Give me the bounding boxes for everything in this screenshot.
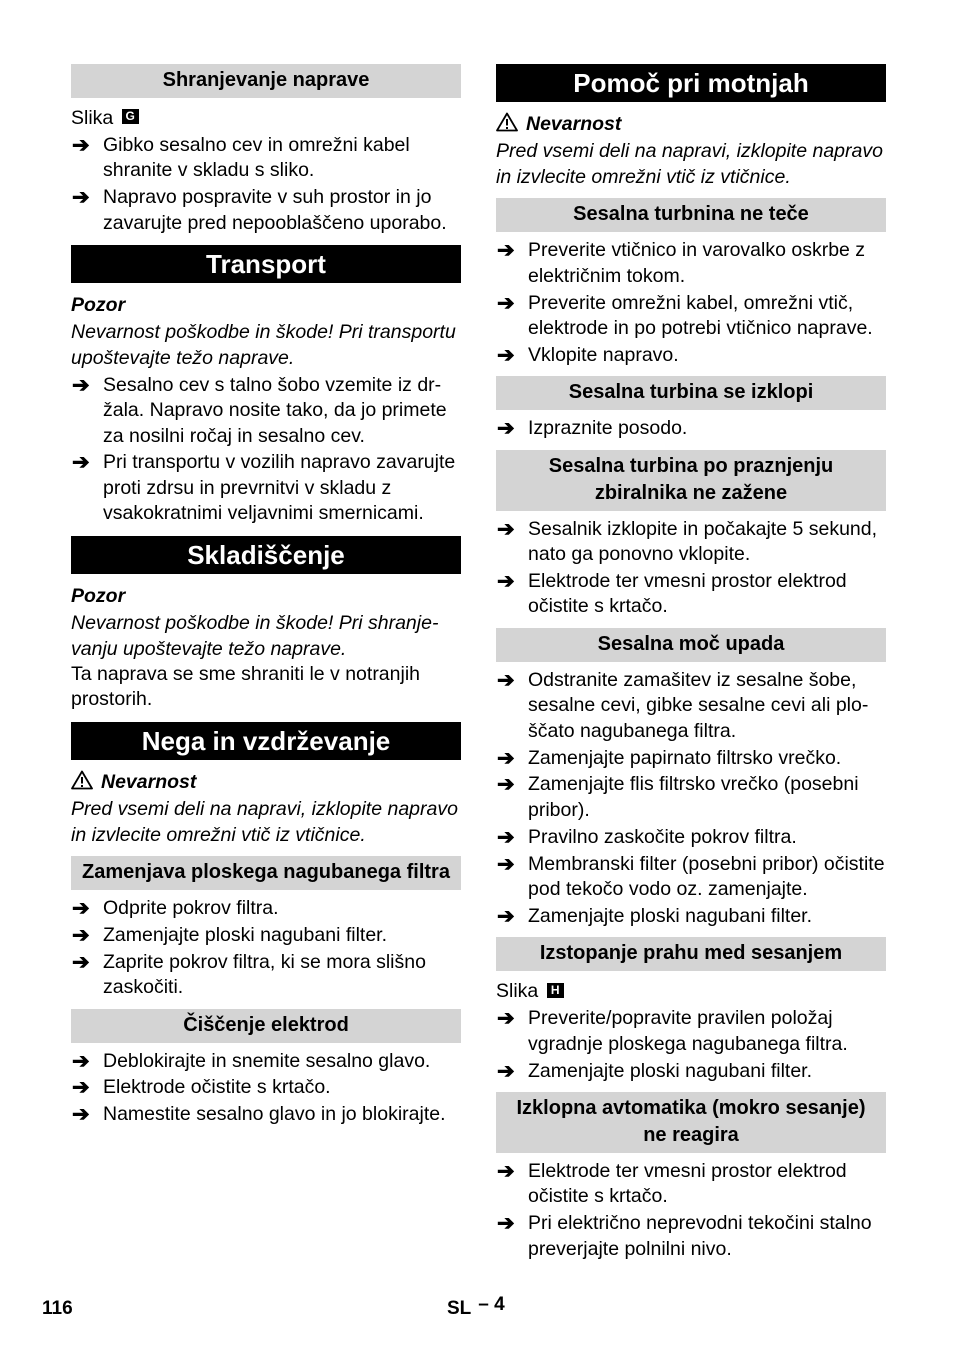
list-item xyxy=(496,772,886,823)
list-item xyxy=(496,569,886,620)
list-item-text: Namestite sesalno glavo in jo blokirajte. xyxy=(103,1103,446,1126)
arrow-right-icon: ➔ xyxy=(72,1076,90,1100)
filter-heading: Zamenjava ploskega nagubanega filtra xyxy=(71,856,461,890)
list-item xyxy=(496,238,886,289)
list-item xyxy=(496,517,886,568)
s5-list xyxy=(496,1006,886,1084)
storage-figure-ref: Slika G xyxy=(71,106,461,131)
list-item xyxy=(71,450,461,526)
list-item xyxy=(496,1159,886,1210)
arrow-right-icon: ➔ xyxy=(72,451,90,475)
list-item-text: Odprite pokrov filtra. xyxy=(103,896,279,919)
arrow-right-icon: ➔ xyxy=(72,373,90,397)
list-item-text: Zamenjajte ploski nagubani filter. xyxy=(103,923,387,946)
list-item xyxy=(496,668,886,744)
s4-list xyxy=(496,668,886,930)
list-item-text: Zamenjajte papirnato filtrsko vrečko. xyxy=(528,746,842,769)
list-item xyxy=(71,373,461,449)
list-item-text: Preverite/popravite pravilen položaj vgradnje ploskega nagubanega filtra. xyxy=(528,1007,848,1055)
list-item xyxy=(496,1006,886,1057)
arrow-right-icon: ➔ xyxy=(497,746,515,770)
transport-caution-label: Pozor xyxy=(71,294,126,317)
footer-lang: SL – 4 xyxy=(447,1294,505,1319)
arrow-right-icon: ➔ xyxy=(497,417,515,441)
nega-heading: Nega in vzdrževanje xyxy=(71,722,461,760)
s3-heading: Sesalna turbina po praznjenju zbiralnika ne zažene xyxy=(496,450,886,511)
list-item xyxy=(496,746,886,771)
s2-list xyxy=(496,416,886,441)
arrow-right-icon: ➔ xyxy=(497,825,515,849)
list-item-text: Preverite vtičnico in varovalko oskrbe z električnim tokom. xyxy=(528,239,866,287)
list-item-text: Elektrode ter vmesni prostor elektrod očistite s krtačo. xyxy=(528,569,847,618)
list-item xyxy=(496,852,886,903)
arrow-right-icon: ➔ xyxy=(497,291,515,315)
right-column xyxy=(496,64,886,1262)
arrow-right-icon: ➔ xyxy=(497,1059,515,1083)
arrow-right-icon: ➔ xyxy=(72,133,90,157)
troubleshooting-danger-label: Nevarnost xyxy=(496,112,886,137)
list-item-text: Vklopite napravo. xyxy=(528,343,679,366)
transport-list xyxy=(71,373,461,527)
arrow-right-icon: ➔ xyxy=(72,186,90,210)
electrode-heading: Čiščenje elektrod xyxy=(71,1009,461,1043)
electrode-list xyxy=(71,1049,461,1128)
s5-heading: Izstopanje prahu med sesanjem xyxy=(496,937,886,971)
list-item-text: Sesalno cev s talno šobo vzemite iz držala. Napravo nosite tako, da jo primete za nosilni ročaj in sesalno cev. xyxy=(103,373,447,447)
s6-list xyxy=(496,1159,886,1262)
nega-danger-text: Pred vsemi deli na napravi, izklopite napravo in izvlecite omrežni vtič iz vtičnice. xyxy=(71,798,458,846)
s6-heading: Izklopna avtomatika (mokro sesanje) ne reagira xyxy=(496,1092,886,1153)
arrow-right-icon: ➔ xyxy=(497,1159,515,1183)
storage-heading: Shranjevanje naprave xyxy=(71,64,461,98)
figure-h-badge: H xyxy=(547,983,564,998)
list-item xyxy=(496,825,886,850)
skladiscenje-heading: Skladiščenje xyxy=(71,536,461,574)
s1-heading: Sesalna turbnina ne teče xyxy=(496,198,886,232)
nega-danger-label: Nevarnost xyxy=(71,770,461,795)
arrow-right-icon: ➔ xyxy=(497,1007,515,1031)
arrow-right-icon: ➔ xyxy=(497,517,515,541)
figure-g-badge: G xyxy=(122,109,139,124)
arrow-right-icon: ➔ xyxy=(72,950,90,974)
list-item-text: Zamenjajte ploski nagubani filter. xyxy=(528,1059,812,1082)
skladiscenje-text: Ta naprava se sme shraniti le v notranjih prostorih. xyxy=(71,662,421,711)
list-item-text: Zamenjajte ploski nagubani filter. xyxy=(528,904,812,927)
s4-heading: Sesalna moč upada xyxy=(496,628,886,662)
storage-list xyxy=(71,133,461,236)
list-item xyxy=(71,185,461,236)
list-item xyxy=(71,1075,461,1100)
warning-triangle-icon xyxy=(496,112,518,132)
arrow-right-icon: ➔ xyxy=(72,896,90,920)
left-column xyxy=(71,64,461,1128)
arrow-right-icon: ➔ xyxy=(497,852,515,876)
arrow-right-icon: ➔ xyxy=(497,773,515,797)
arrow-right-icon: ➔ xyxy=(497,569,515,593)
troubleshooting-danger-text: Pred vsemi deli na napravi, izklopite napravo in izvlecite omrežni vtič iz vtičnice. xyxy=(496,140,883,188)
list-item xyxy=(496,1059,886,1084)
arrow-right-icon: ➔ xyxy=(72,1049,90,1073)
arrow-right-icon: ➔ xyxy=(72,923,90,947)
skladiscenje-caution-text: Nevarnost poškodbe in škode! Pri shranjevanju upoštevajte težo naprave. xyxy=(71,612,439,660)
s2-heading: Sesalna turbina se izklopi xyxy=(496,376,886,410)
list-item xyxy=(496,291,886,342)
list-item-text: Odstranite zamašitev iz sesalne šobe, sesalne cevi, gibke sesalne cevi ali ploščato nagubanega filtra. xyxy=(528,668,869,742)
list-item-text: Elektrode ter vmesni prostor elektrod očistite s krtačo. xyxy=(528,1159,847,1208)
list-item-text: Membranski filter (posebni pribor) očistite pod tekočo vodo oz. zamenjajte. xyxy=(528,852,885,901)
list-item xyxy=(71,133,461,184)
skladiscenje-caution-label: Pozor xyxy=(71,584,126,607)
list-item-text: Sesalnik izklopite in počakajte 5 sekund, nato ga ponovno vklopite. xyxy=(528,517,878,566)
list-item-text: Gibko sesalno cev in omrežni kabel shranite v skladu s sliko. xyxy=(103,133,410,182)
arrow-right-icon: ➔ xyxy=(72,1103,90,1127)
page-number: 116 xyxy=(42,1298,73,1319)
list-item xyxy=(71,950,461,1001)
list-item-text: Deblokirajte in snemite sesalno glavo. xyxy=(103,1049,431,1072)
list-item-text: Pravilno zaskočite pokrov filtra. xyxy=(528,825,797,848)
list-item-text: Preverite omrežni kabel, omrežni vtič, elektrode in po potrebi vtičnico naprave. xyxy=(528,291,873,339)
list-item xyxy=(71,896,461,921)
list-item-text: Napravo pospravite v suh prostor in jo zavarujte pred nepooblaščeno uporabo. xyxy=(103,186,447,234)
filter-list xyxy=(71,896,461,1001)
arrow-right-icon: ➔ xyxy=(497,668,515,692)
warning-triangle-icon xyxy=(71,770,93,790)
list-item xyxy=(496,904,886,929)
list-item-text: Izpraznite posodo. xyxy=(528,417,688,440)
arrow-right-icon: ➔ xyxy=(497,904,515,928)
s5-figure-ref: Slika H xyxy=(496,979,886,1004)
arrow-right-icon: ➔ xyxy=(497,1212,515,1236)
list-item xyxy=(496,343,886,368)
list-item xyxy=(71,1049,461,1074)
list-item xyxy=(496,1211,886,1262)
list-item xyxy=(496,416,886,441)
list-item-text: Pri transportu v vozilih napravo zavarujte proti zdrsu in prevrnitvi v skladu z vsakokratnimi veljavnimi smernicami. xyxy=(103,451,456,525)
list-item-text: Zamenjajte flis filtrsko vrečko (posebni pribor). xyxy=(528,773,859,821)
list-item xyxy=(71,923,461,948)
list-item xyxy=(71,1102,461,1127)
list-item-text: Pri električno neprevodni tekočini stalno preverjajte polnilni nivo. xyxy=(528,1212,872,1260)
arrow-right-icon: ➔ xyxy=(497,343,515,367)
list-item-text: Zaprite pokrov filtra, ki se mora slišno zaskočiti. xyxy=(103,950,426,999)
list-item-text: Elektrode očistite s krtačo. xyxy=(103,1076,331,1099)
transport-caution-text: Nevarnost poškodbe in škode! Pri transportu upoštevajte težo naprave. xyxy=(71,321,456,369)
s3-list xyxy=(496,517,886,620)
s1-list xyxy=(496,238,886,368)
troubleshooting-heading: Pomoč pri motnjah xyxy=(496,64,886,102)
arrow-right-icon: ➔ xyxy=(497,239,515,263)
transport-heading: Transport xyxy=(71,245,461,283)
